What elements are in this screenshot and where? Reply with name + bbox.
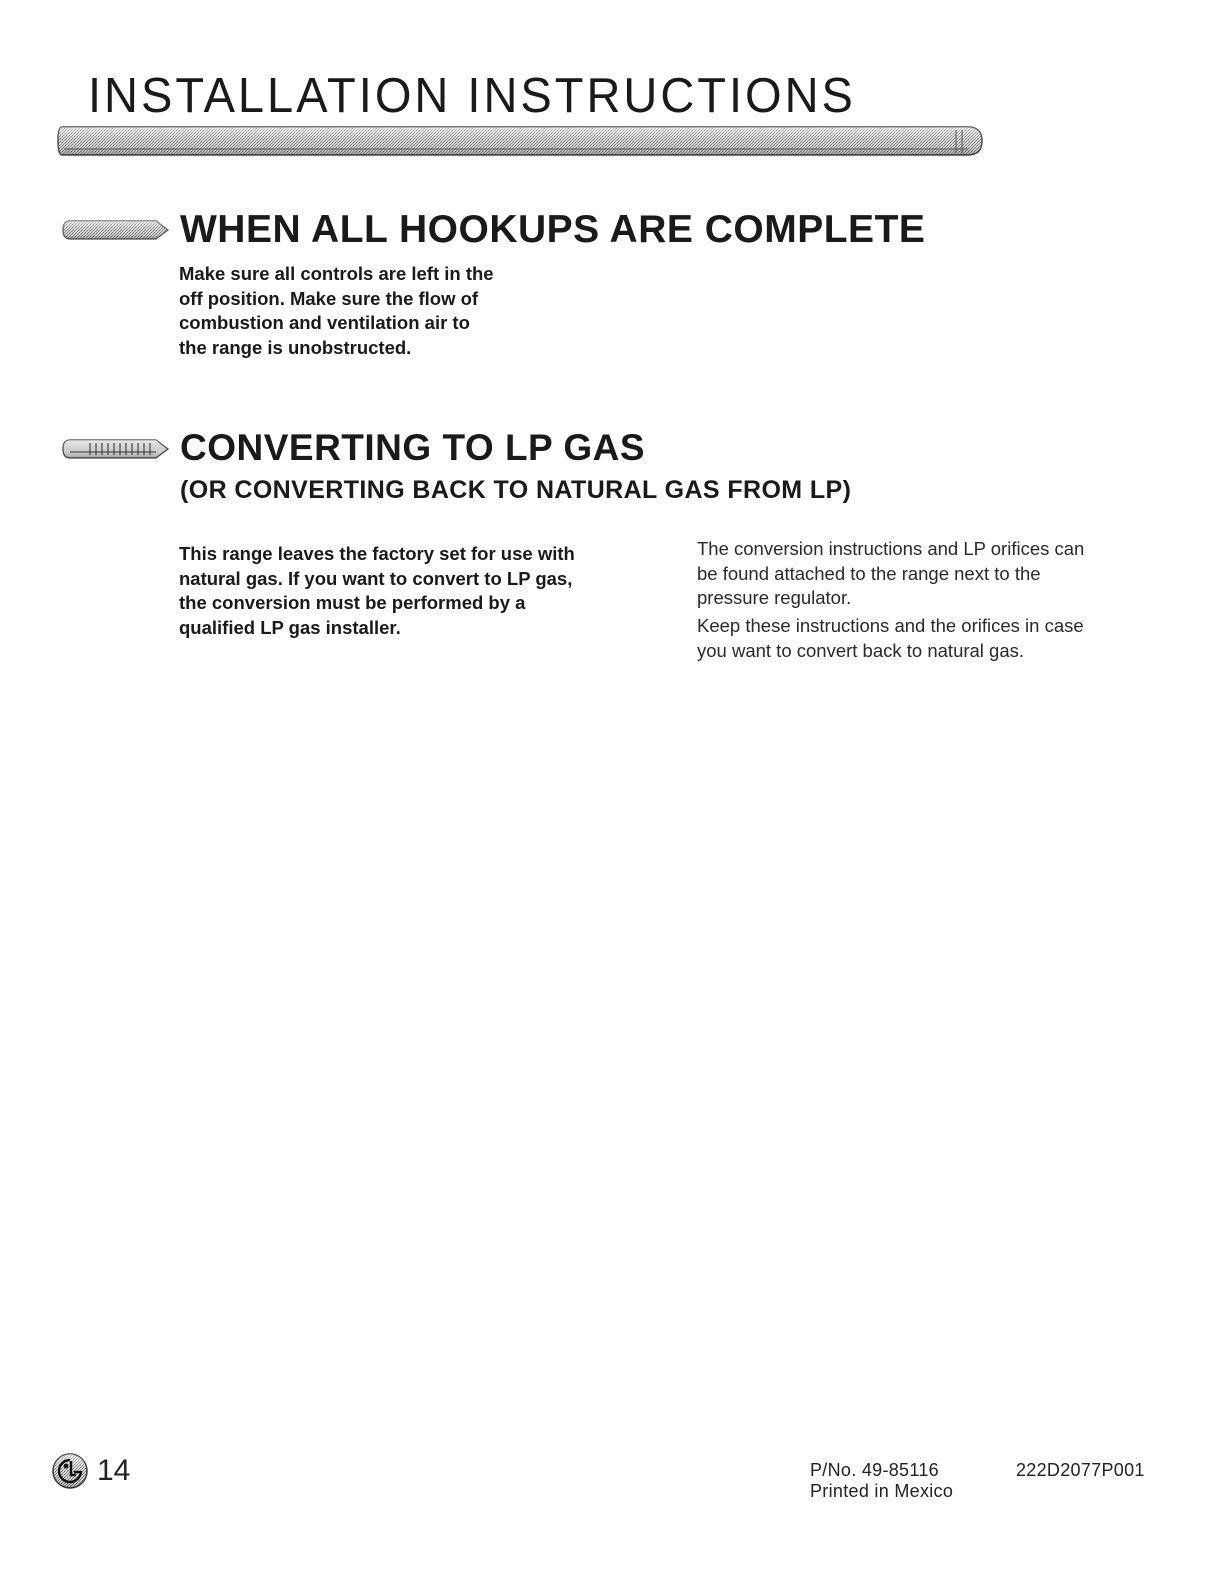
text-line: Make sure all controls are left in the: [179, 263, 494, 284]
text-line: you want to convert back to natural gas.: [697, 639, 1025, 661]
text-line: combustion and ventilation air to: [179, 312, 470, 333]
lp-conversion-note: [179, 542, 575, 640]
section-heading-hookups-complete: WHEN ALL HOOKUPS ARE COMPLETE: [180, 208, 926, 251]
text-line: the range is unobstructed.: [179, 336, 412, 358]
text-line: the conversion must be performed by a: [179, 592, 526, 613]
document-code: 222D2077P001: [1016, 1460, 1145, 1480]
part-number: P/No. 49-85116: [810, 1460, 939, 1480]
page-title: INSTALLATION INSTRUCTIONS: [88, 67, 856, 123]
text-line: pressure regulator.: [697, 587, 852, 608]
section-subheading-converting-back: (OR CONVERTING BACK TO NATURAL GAS FROM LP): [180, 476, 852, 504]
text-line: off position. Make sure the flow of: [179, 287, 479, 309]
text-line: natural gas. If you want to convert to LP gas,: [179, 567, 573, 589]
section-bullet-icon: [60, 437, 172, 461]
hookups-complete-text: [179, 262, 494, 360]
section-heading-converting-lp: CONVERTING TO LP GAS: [180, 427, 646, 468]
lg-logo-icon: [52, 1453, 88, 1489]
printed-in-label: Printed in Mexico: [810, 1481, 954, 1501]
page-number: 14: [97, 1454, 131, 1487]
section-bullet-icon: [60, 218, 172, 242]
text-line: be found attached to the range next to the: [697, 562, 1041, 584]
text-line: This range leaves the factory set for use with: [179, 543, 575, 564]
text-line: Keep these instructions and the orifices in case: [697, 615, 1084, 636]
orifices-location-paragraph: [697, 537, 1084, 611]
keep-instructions-paragraph: [697, 614, 1084, 663]
text-line: The conversion instructions and LP orifices can: [697, 538, 1085, 559]
title-divider-bar: [56, 124, 986, 158]
text-line: qualified LP gas installer.: [179, 616, 401, 638]
